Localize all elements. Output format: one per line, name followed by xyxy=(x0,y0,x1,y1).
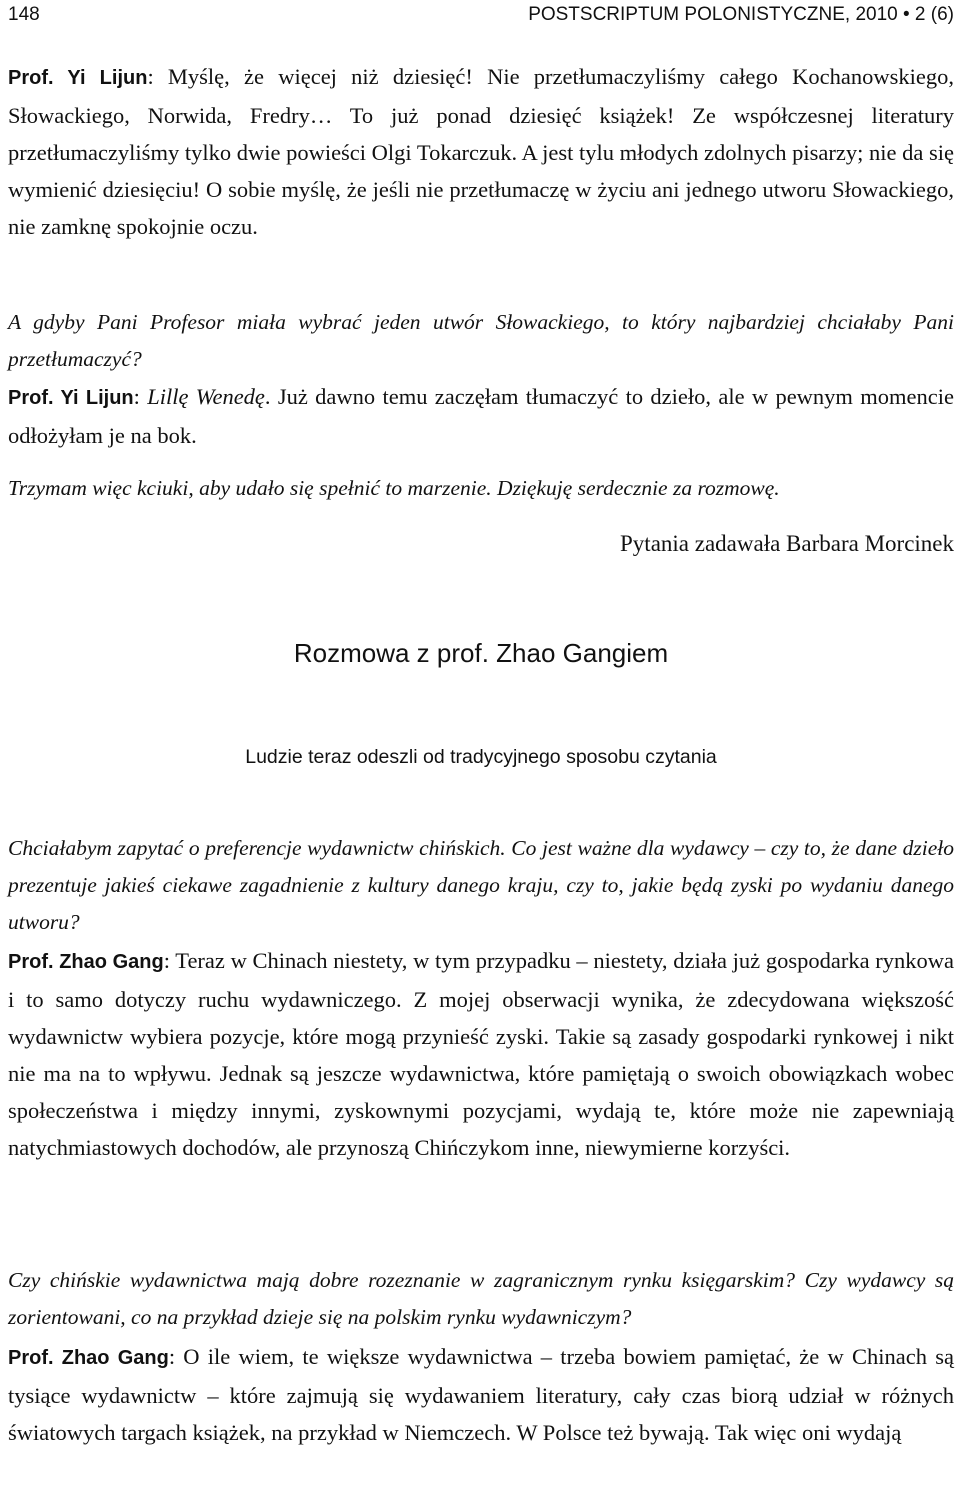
document-page xyxy=(8,0,954,1490)
closing-paragraph: Trzymam więc kciuki, aby udało się spełnić to marzenie. Dziękuję serdecznie za rozmowę. xyxy=(8,476,780,500)
answer-paragraph xyxy=(8,1338,954,1451)
answer-paragraph xyxy=(8,378,954,454)
answer-text: : Myślę, że więcej niż dziesięć! Nie przetłumaczyliśmy całego Kochanowskiego, Słowackiego, Norwida, Fredry… To już ponad dziesięć książek! Ze współczesnej literatury przetłumaczyliśmy tylko dwie powieści Olgi Tokarczuk. A jest tylu młodych zdolnych pisarzy; nie da się wymienić dziesięciu! O sobie myślę, że jeśli nie przetłumaczę w życiu ani jednego utworu Słowackiego, nie zamknę spokojnie oczu. xyxy=(8,64,954,239)
interview-title: Rozmowa z prof. Zhao Gangiem xyxy=(293,638,669,668)
work-title: Lillę Wenedę xyxy=(147,384,265,409)
answer-text: : Teraz w Chinach niestety, w tym przypadku – niestety, działa już gospodarka rynkowa i to samo dotyczy ruchu wydawniczego. Z mojej obserwacji wynika, że zdecydowana większość wydawnictw wybiera pozycje, które mogą przynieść zyski. Takie są zasady gospodarki rynkowej i nikt nie ma na to wpływu. Jednak są jeszcze wydawnictwa, które pamiętają o swoich obowiązkach wobec społeczeństwa i między innymi, zyskownymi pozycjami, wydają te, które może nie zapewniają natychmiastowych dochodów, ale przynoszą Chińczykom inne, niewymierne korzyści. xyxy=(8,948,954,1160)
interviewer-signature: Pytania zadawała Barbara Morcinek xyxy=(620,531,954,556)
speaker-name: Prof. Yi Lijun xyxy=(8,387,134,409)
question-paragraph: Chciałabym zapytać o preferencje wydawnictw chińskich. Co jest ważne dla wydawcy – czy to, że dane dzieło prezentuje jakieś ciekawe zagadnienie z kultury danego kraju, czy to, jakie będą zyski po wydaniu danego utworu? xyxy=(8,836,954,934)
speaker-name: Prof. Zhao Gang xyxy=(8,1347,169,1369)
speaker-name: Prof. Yi Lijun xyxy=(8,67,148,89)
colon: : xyxy=(133,384,148,409)
journal-title: POSTSCRIPTUM POLONISTYCZNE, 2010 • 2 (6) xyxy=(528,4,954,25)
page-number: 148 xyxy=(8,4,40,25)
answer-paragraph xyxy=(8,58,954,245)
answer-text: . Już dawno temu zaczęłam tłumaczyć to dzieło, ale w pewnym momencie odłożyłam je na bok. xyxy=(8,384,954,448)
answer-text: : O ile wiem, te większe wydawnictwa – trzeba bowiem pamiętać, że w Chinach są tysiące wydawnictw – które zajmują się wydawaniem literatury, cały czas biorą udział w różnych światowych targach książek, na przykład w Niemczech. W Polsce też bywają. Tak więc oni wydają xyxy=(8,1344,954,1445)
question-paragraph: Czy chińskie wydawnictwa mają dobre rozeznanie w zagranicznym rynku księgarskim? Czy wydawcy są zorientowani, co na przykład dzieje się na polskim rynku wydawniczym? xyxy=(8,1268,954,1329)
speaker-name: Prof. Zhao Gang xyxy=(8,951,164,973)
question-paragraph: A gdyby Pani Profesor miała wybrać jeden utwór Słowackiego, to który najbardziej chciałaby Pani przetłumaczyć? xyxy=(8,310,954,371)
answer-paragraph xyxy=(8,942,954,1166)
interview-subtitle: Ludzie teraz odeszli od tradycyjnego sposobu czytania xyxy=(245,746,717,768)
running-header xyxy=(8,2,954,32)
